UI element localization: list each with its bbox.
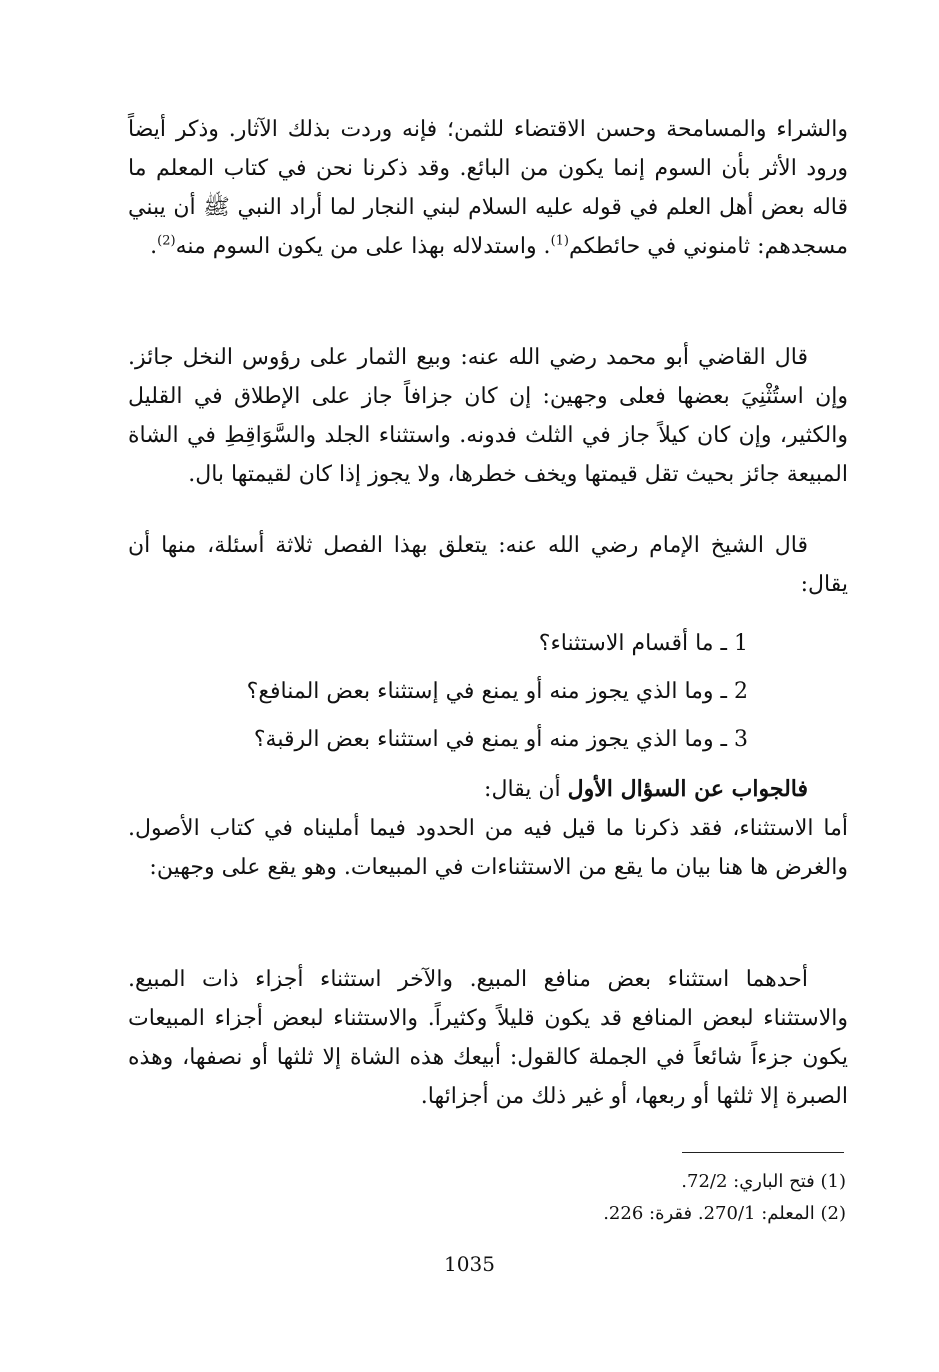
answer-heading-tail: أن يقال:	[484, 777, 568, 802]
main-text	[128, 110, 848, 266]
paragraph-1-end: .	[150, 234, 158, 259]
paragraph-2: قال القاضي أبو محمد رضي الله عنه: وبيع الثمار على رؤوس النخل جائز. وإن استُثْنِيَ بعضها فعلى وجهين: إن كان جزافاً جاز على الإطلاق في القليل والكثير، وإن كان كيلاً جاز في الثلث فدونه. واستثناء الجلد والسَّوَاقِطِ في الشاة المبيعة جائز بحيث تقل قيمتها ويخف خطرها، ولا يجوز إذا كان لقيمتها بال.	[128, 345, 848, 487]
footnote-2: (2) المعلم: 270/1. فقرة: 226.	[603, 1203, 846, 1224]
footnote-ref-1: (1)	[550, 233, 569, 249]
answer-heading-bold: فالجواب عن السؤال الأول	[567, 776, 808, 802]
footnotes	[400, 1166, 846, 1230]
paragraph-1	[128, 110, 848, 266]
answer-heading	[128, 770, 848, 809]
paragraph-4: أما الاستثناء، فقد ذكرنا ما قيل فيه من الحدود فيما أمليناه في كتاب الأصول. والغرض ها هنا بيان ما يقع من الاستثناءات في المبيعات. وهو يقع على وجهين:	[128, 816, 848, 880]
answer-section	[128, 770, 848, 887]
question-list	[128, 624, 848, 759]
footnote-ref-2: (2)	[157, 233, 176, 249]
paragraph-5: أحدهما استثناء بعض منافع المبيع. والآخر استثناء أجزاء ذات المبيع. والاستثناء لبعض المنافع قد يكون قليلاً وكثيراً. والاستثناء لبعض أجزاء المبيعات يكون جزءاً شائعاً في الجملة كالقول: أبيعك هذه الشاة إلا ثلثها أو نصفها، وهذه الصبرة إلا ثلثها أو ربعها، أو غير ذلك من أجزائها.	[128, 967, 848, 1109]
main-text-2	[128, 338, 848, 494]
footnote-divider	[682, 1152, 844, 1153]
paragraph-1-text: والشراء والمسامحة وحسن الاقتضاء للثمن؛ فإنه وردت بذلك الآثار. وذكر أيضاً ورود الأثر بأن السوم إنما يكون من البائع. وقد ذكرنا نحن في كتاب المعلم ما قاله بعض أهل العلم في قوله عليه السلام لبني النجار لما أراد النبي ﷺ أن يبني مسجدهم: ثامنوني في حائطكم	[128, 117, 848, 259]
question-2: 2 ـ وما الذي يجوز منه أو يمنع في إستثناء بعض المنافع؟	[246, 679, 748, 704]
question-1: 1 ـ ما أقسام الاستثناء؟	[538, 631, 748, 656]
main-text-3	[128, 526, 848, 604]
footnote-1: (1) فتح الباري: 72/2.	[681, 1171, 846, 1192]
main-text-5	[128, 960, 848, 1116]
paragraph-1-continuation: . واستدلاله بهذا على من يكون السوم منه	[175, 234, 551, 259]
page-number: 1035	[444, 1252, 495, 1276]
paragraph-3: قال الشيخ الإمام رضي الله عنه: يتعلق بهذا الفصل ثلاثة أسئلة، منها أن يقال:	[128, 533, 848, 597]
question-3: 3 ـ وما الذي يجوز منه أو يمنع في استثناء بعض الرقبة؟	[253, 727, 748, 752]
